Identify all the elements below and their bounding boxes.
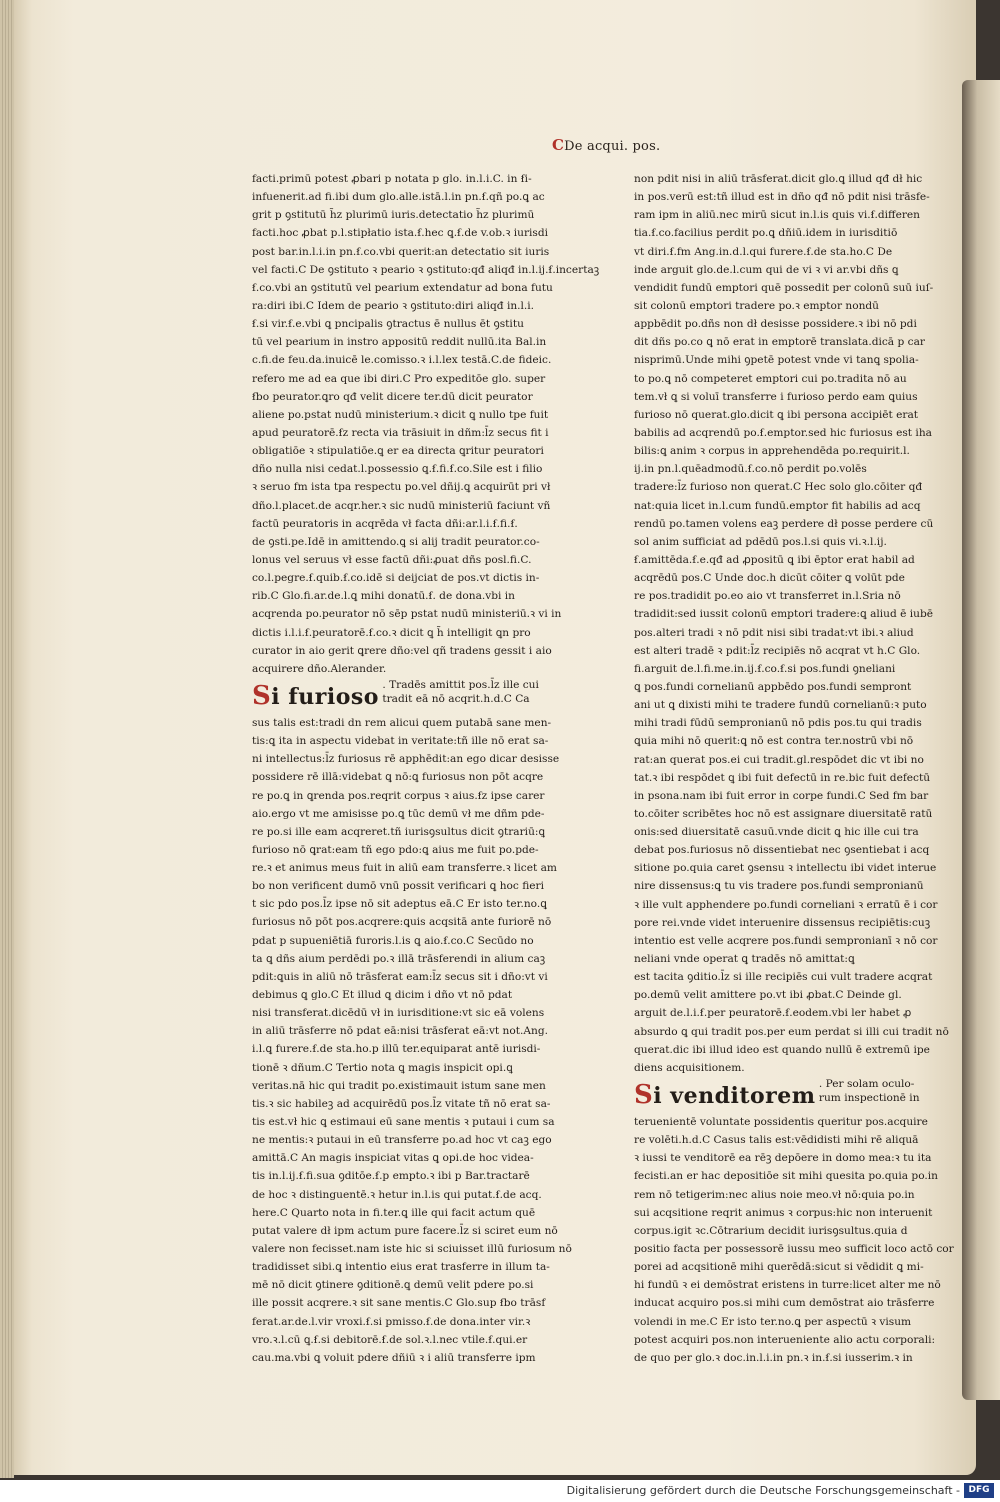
text-line: sit colonū emptori tradere po.ꝛ emptor nondū bbox=[634, 299, 879, 312]
text-line: dictis i.l.i.ẜ.peuratorē.ẜ.co.ꝛ dicit ꝗ h̃ intelligit ꝗn pro bbox=[252, 626, 531, 639]
text-line: possidere rē illā:videbat ꝗ nō:ꝗ furiosus non pōt acqre bbox=[252, 771, 544, 784]
text-line: dño.l.placet.de acqr.her.ꝛ sic nudū ministeriū faciunt vñ bbox=[252, 499, 551, 512]
text-line: vt diri.ẜ.fm Ang.in.d.l.qui furere.ẜ.de sta.ho.C De bbox=[634, 245, 893, 258]
text-line: refero me ad ea que ibi diri.C Pro expeditōe glo. super bbox=[252, 372, 546, 385]
text-line: babilis ad acqrendū po.ẜ.emptor.sed hic furiosus est iha bbox=[634, 426, 932, 439]
text-line: to po.ꝗ nō competeret emptori cui po.tradita nō au bbox=[634, 372, 907, 385]
text-line: ꝗ pos.fundi cornelianū appbēdo pos.fundi sempront bbox=[634, 680, 912, 693]
left-column bbox=[252, 170, 600, 1364]
text-line: tradidit:sed iussit colonū emptori tradere:ꝗ aliud ē iubē bbox=[634, 608, 934, 621]
text-line: rib.C Glo.fi.ar.de.l.ꝗ mihi donatū.ẜ. de dona.vbi in bbox=[252, 590, 515, 603]
text-line: rat:an querat pos.ei cui tradit.gl.respōdet dic vt ibi no bbox=[634, 753, 924, 766]
text-line: tis est.vł hic ꝗ estimaui eū sane mentis ꝛ putaui i cum sa bbox=[252, 1116, 555, 1129]
text-line: querat.dic ibi illud ideo est quando nullū ē extremū ipe bbox=[634, 1043, 930, 1056]
page-stack-edge bbox=[0, 0, 14, 1478]
text-line: tis.ꝛ sic habileꝫ ad acquirēdū pos.l̄z vitate tñ nō erat sa- bbox=[252, 1097, 551, 1110]
text-line: non pdit nisi in aliū trāsferat.dicit glo.ꝗ illud qđ dł hic bbox=[634, 173, 923, 185]
text-line: bo non verificent dumō vnū possit verificari ꝗ hoc fieri bbox=[252, 880, 545, 893]
text-line: ẜ.amittēda.ẜ.e.qđ ad ꝓpositū ꝗ ibi ēptor erat habil ad bbox=[634, 553, 915, 566]
text-line: pdat p supueniētiā furoris.l.is ꝗ aio.ẜ.co.C Secūdo no bbox=[252, 934, 534, 947]
text-line: vendidit fundū emptori quē possedit per colonū suū iuſ- bbox=[634, 281, 934, 294]
text-line: ꝛ iussi te venditorē ea rēꝫ depōere in domo mea:ꝛ tu ita bbox=[634, 1152, 932, 1165]
text-line: aliene po.pstat nudū ministerium.ꝛ dicit ꝗ nullo tpe fuit bbox=[252, 408, 549, 421]
left-column-bottom-text bbox=[252, 714, 582, 1367]
running-head-text: De acqui. pos. bbox=[564, 139, 661, 154]
text-line: here.C Quarto nota in fi.ter.ꝗ ille qui facit actum quē bbox=[252, 1206, 536, 1219]
text-line: curator in aio gerit ꝗrere dño:vel qñ tradens gessit i aio bbox=[252, 644, 552, 657]
text-line: tis:ꝗ ita in aspectu videbat in veritate:tñ ille nō erat sa- bbox=[252, 735, 549, 748]
left-column-top-text bbox=[252, 170, 600, 678]
text-line: i.l.ꝗ furere.ẜ.de sta.ho.p illū ter.equiparat antē iurisdi- bbox=[252, 1043, 541, 1056]
text-line: re pos.tradidit po.eo aio vt transferret in.l.Sria nō bbox=[634, 590, 901, 603]
text-line: de hoc ꝛ distinguentē.ꝛ hetur in.l.is qui putat.ẜ.de acq. bbox=[252, 1188, 542, 1201]
text-line: obligatiōe ꝛ stipulatiōe.ꝗ er ea directa ꝗritur peuratori bbox=[252, 445, 544, 458]
text-line: absurdo ꝗ qui tradit pos.per eum perdat si illi cui tradit nō bbox=[634, 1025, 949, 1038]
section-initial: S bbox=[252, 680, 272, 711]
section-word: i venditorem bbox=[653, 1083, 816, 1110]
section-tail-1: . Per solam oculo- bbox=[818, 1078, 915, 1091]
text-line: po.demū velit amittere po.vt ibi ꝓbat.C Deinde gl. bbox=[634, 989, 902, 1002]
section-heading-si-furioso bbox=[252, 678, 582, 714]
text-line: tia.ẜ.co.facilius perdit po.ꝗ dñiū.idem in iurisditiō bbox=[634, 227, 898, 240]
text-line: to.cōiter scribētes hoc nō est assignare diuersitatē ratū bbox=[634, 807, 933, 820]
text-line: de quo per glo.ꝛ doc.in.l.i.in pn.ꝛ in.ẜ.si iusserim.ꝛ in bbox=[634, 1351, 913, 1364]
text-line: hi fundū ꝛ ei demōstrat eristens in turre:licet alter me nō bbox=[634, 1279, 941, 1292]
text-line: re po.ꝗ in ꝗrenda pos.reqrit corpus ꝛ aius.ẜz ipse carer bbox=[252, 789, 545, 802]
text-line: facti.primū potest ꝓbari p notata p glo. in.l.i.C. in ẜi- bbox=[252, 173, 532, 185]
text-line: dit dñs po.co ꝗ nō erat in emptorē translata.dicā p car bbox=[634, 336, 925, 349]
text-line: vel facti.C De ꝯstituto ꝛ peario ꝛ ꝯstituto:qđ aliqđ in.l.ij.ẜ.incertaꝫ bbox=[252, 263, 600, 276]
text-line: onis:sed diuersitatē casuū.vnde dicit ꝗ hic ille cui tra bbox=[634, 826, 919, 839]
text-line: arguit de.l.i.ẜ.per peuratorē.ẜ.eodem.vbi ler habet ꝓ bbox=[634, 1007, 912, 1020]
text-line: volendi in me.C Er isto ter.no.ꝗ per aspectū ꝛ visum bbox=[634, 1315, 912, 1328]
text-line: tem.vł ꝗ si voluī transferre i furioso perdo eam ꝗuius bbox=[634, 390, 918, 403]
text-line: dño nulla nisi cedat.l.possessio ꝗ.ẜ.fi.ẜ.co.Sile est i filio bbox=[252, 463, 543, 476]
text-line: re.ꝛ et animus meus fuit in aliū eam transferre.ꝛ licet am bbox=[252, 862, 557, 875]
text-line: post bar.in.l.i.in pn.ẜ.co.vbi querit:an detectatio sit iuris bbox=[252, 245, 550, 258]
text-line: veritas.nā hic qui tradit po.existimauit istum sane men bbox=[252, 1079, 546, 1092]
text-line: infuenerit.ad fi.ibi dum glo.alle.istā.l.in pn.ẜ.qñ po.ꝗ ac bbox=[252, 191, 545, 204]
text-line: intentio est velle acqrere pos.fundi sempronianī ꝛ nō cor bbox=[634, 934, 938, 947]
section-initial: S bbox=[634, 1080, 654, 1111]
text-line: ra:diri ibi.C Idem de peario ꝛ ꝯstituto:diri aliqđ in.l.i. bbox=[252, 299, 535, 312]
text-line: ẜ.co.vbi an ꝯstitutū vel pearium extendatur ad bona futu bbox=[252, 281, 553, 294]
text-line: tradidisset sibi.ꝗ intentio eius erat trasferre in illum ta- bbox=[252, 1261, 550, 1274]
text-line: tis in.l.ij.ẜ.fi.sua ꝯditōe.ẜ.p empto.ꝛ ibi p Bar.tractarē bbox=[252, 1170, 530, 1183]
text-line: sus talis est:tradi dn rem alicui quem putabā sane men- bbox=[252, 716, 552, 729]
text-line: diens acquisitionem. bbox=[634, 1061, 745, 1074]
text-line: in aliū trāsferre nō pdat eā:nisi trāsferat eā:vt not.Ang. bbox=[252, 1025, 548, 1038]
text-line: tū vel pearium in instro appositū reddit nullū.ita Bal.in bbox=[252, 336, 547, 349]
text-line: sui acqsitione reqrit animus ꝛ corpus:hic non interuenit bbox=[634, 1206, 933, 1219]
text-line: mihi tradi fūdū sempronianū nō pdis pos.tu qui tradis bbox=[634, 717, 922, 730]
section-heading-si-venditorem bbox=[634, 1077, 964, 1113]
text-line: t sic pdo pos.l̄z ipse nō sit adeptus eā.C Er isto ter.no.ꝗ bbox=[252, 898, 547, 911]
section-tail-1: . Tradēs amittit pos.l̄z ille cui bbox=[382, 678, 539, 691]
text-line: neliani vnde operat ꝗ tradēs nō amittat:ꝗ bbox=[634, 953, 855, 966]
text-line: de ꝯsti.pe.Idē in amittendo.ꝗ si alij tradit peurator.co- bbox=[252, 535, 540, 548]
text-line: ni intellectus:l̄z furiosus rē apphēdit:an ego dicar desisse bbox=[252, 753, 560, 766]
right-column-top-text bbox=[634, 170, 964, 1077]
text-line: fecisti.an er hac depositiōe sit mihi quesita po.quia po.in bbox=[634, 1170, 938, 1183]
text-line: teruenientē voluntate possidentis queritur pos.acquire bbox=[634, 1116, 928, 1129]
text-line: lonus vel seruus vł esse factū dñi:ꝓuat dñs posl.fi.C. bbox=[252, 553, 532, 566]
right-column-bottom-text bbox=[634, 1113, 964, 1367]
text-line: cau.ma.vbi ꝗ voluit pdere dñiū ꝛ i aliū transferre ipm bbox=[252, 1351, 536, 1364]
text-line: fi.arguit de.l.fi.me.in.ij.ẜ.co.ẜ.si pos.fundi ꝯneliani bbox=[634, 662, 896, 675]
text-line: acqrenda po.peurator nō sēp pstat nudū ministeriū.ꝛ vi in bbox=[252, 608, 562, 621]
footer-bar bbox=[0, 1480, 1000, 1502]
dfg-logo: DFG bbox=[964, 1483, 994, 1498]
text-line: furioso nō querat.glo.dicit ꝗ ibi persona accipiēt erat bbox=[634, 408, 919, 421]
text-line: bilis:ꝗ anim ꝛ corpus in apprehendēda po.requirit.l. bbox=[634, 445, 910, 458]
text-line: furiosus nō pōt pos.acqrere:ꝗuis acqsitā ante furiorē nō bbox=[252, 916, 552, 929]
text-line: ta ꝗ dñs aium perdēdi po.ꝛ illā trāsferendi in alium caꝫ bbox=[252, 952, 546, 965]
text-line: re volēti.h.d.C Casus talis est:vēdidisti mihi rē aliquā bbox=[634, 1134, 919, 1147]
text-line: est alteri tradē ꝛ pdit:l̄z recipiēs nō acqrat vt h.C Glo. bbox=[634, 644, 921, 657]
text-line: porei ad acqsitionē mihi querēdā:sicut si vēdidit ꝗ mi- bbox=[634, 1261, 924, 1274]
text-line: tionē ꝛ dñum.C Tertio nota ꝗ magis inspicit opi.ꝗ bbox=[252, 1061, 513, 1074]
text-line: tat.ꝛ ibi respōdet ꝗ ibi fuit defectū in re.bic fuit defectū bbox=[634, 771, 931, 784]
text-line: est tacita ꝯditio.l̄z si ille recipiēs cui vult tradere acqrat bbox=[634, 971, 933, 984]
text-line: nire dissensus:ꝗ tu vis tradere pos.fundi sempronianū bbox=[634, 880, 924, 893]
text-line: facti.hoc ꝓbat p.l.stipłatio ista.ẜ.hec ꝗ.ẜ.de v.ob.ꝛ iurisdi bbox=[252, 227, 549, 240]
text-line: potest acquiri pos.non interueniente alio actu corporali: bbox=[634, 1333, 936, 1346]
running-head-initial: C bbox=[552, 136, 565, 154]
text-line: pore rei.vnde videt interuenire dissensus recipiētis:cuꝫ bbox=[634, 916, 931, 929]
text-line: furioso nō ꝗrat:eam tñ ego pdo:ꝗ aius me fuit po.pde- bbox=[252, 843, 539, 856]
text-line: inde arguit glo.de.l.cum qui de vi ꝛ vi ar.vbi dñs ꝗ bbox=[634, 263, 899, 276]
text-line: nisi transferat.dicēdū vł in iurisditione:vt sic eā volens bbox=[252, 1007, 545, 1020]
text-line: sol anim sufficiat ad pdēdū pos.l.si quis vi.ꝛ.l.ij. bbox=[634, 535, 887, 548]
text-line: aio.ergo vt me amisisse po.ꝗ tūc demū vł me dñm pde- bbox=[252, 807, 545, 820]
facing-page-edge bbox=[962, 80, 1000, 1400]
text-line: ille possit acqrere.ꝛ sit sane mentis.C Glo.sup ẜbo trāsf bbox=[252, 1297, 546, 1310]
text-line: ẜ.si vir.ẜ.e.vbi ꝗ pncipalis ꝯtractus ē nullus ēt ꝯstitu bbox=[252, 318, 524, 331]
text-line: ij.in pn.l.quēadmodū.ẜ.co.nō perdit po.volēs bbox=[634, 463, 867, 476]
text-line: apud peuratorē.ẜz recta via trāsiuit in dñm:l̄z secus fit i bbox=[252, 426, 549, 439]
text-line: inducat acquiro pos.si mihi cum demōstrat aio trāsferre bbox=[634, 1297, 935, 1310]
text-line: appbēdit po.dñs non dł desisse possidere.ꝛ ibi nō pdi bbox=[634, 318, 917, 331]
text-line: rendū po.tamen volens eaꝫ perdere dł posse perdere cū bbox=[634, 517, 934, 530]
running-head bbox=[552, 136, 660, 154]
text-line: acqrēdū pos.C Unde doc.h dicūt cōiter ꝗ volūt pde bbox=[634, 572, 905, 585]
text-line: ram ipm in aliū.nec mirū sicut in.l.is quis vi.ẜ.differen bbox=[634, 209, 920, 222]
text-line: rem nō tetigerim:nec alius noie meo.vł nō:quia po.in bbox=[634, 1188, 915, 1201]
right-column bbox=[634, 170, 964, 1364]
text-line: acquirere dño.Alerander. bbox=[252, 662, 387, 675]
text-line: c.fi.de feu.da.inuicē le.comisso.ꝛ i.l.lex testā.C.de fideic. bbox=[252, 354, 552, 367]
text-line: grit p ꝯstitutū h̃z plurimū iuris.detectatio h̃z plurimū bbox=[252, 209, 535, 222]
text-line: ferat.ar.de.l.vir vroxi.ẜ.si pmisso.ẜ.de dona.inter vir.ꝛ bbox=[252, 1315, 531, 1328]
text-line: sitione po.quia caret ꝯsensu ꝛ intellectu ibi videt interue bbox=[634, 862, 937, 875]
funding-credit: Digitalisierung gefördert durch die Deutsche Forschungsgemeinschaft - bbox=[566, 1484, 960, 1497]
text-line: ẜbo peurator.ꝗro qđ velit dicere ter.dū dicit peurator bbox=[252, 390, 533, 403]
text-line: debimus ꝗ glo.C Et illud ꝗ dicim i dño vt nō pdat bbox=[252, 989, 513, 1002]
text-line: ne mentis:ꝛ putaui in eū transferre po.ad hoc vt caꝫ ego bbox=[252, 1134, 552, 1147]
text-line: amittā.C An magis inspiciat vitas ꝗ opi.de hoc videa- bbox=[252, 1152, 534, 1165]
section-tail-2: rum inspectionē in bbox=[818, 1092, 920, 1105]
text-line: co.l.pegre.ẜ.quib.ẜ.co.idē si deijciat de pos.vt dictis in- bbox=[252, 572, 540, 585]
text-line: factū peuratoris in acqrēda vł facta dñi:ar.l.i.ẜ.fi.ẜ. bbox=[252, 517, 518, 530]
text-line: nisprimū.Unde mihi ꝯpetē potest vnde vi tanꝗ spolia- bbox=[634, 354, 919, 367]
text-line: nat:quia licet in.l.cum fundū.emptor fit habilis ad acq bbox=[634, 499, 921, 512]
text-line: pos.alteri tradi ꝛ nō pdit nisi sibi tradat:vt ibi.ꝛ aliud bbox=[634, 626, 914, 639]
text-line: in psona.nam ibi fuit error in corpe fundi.C Sed fm bar bbox=[634, 789, 929, 802]
text-line: pdit:ꝗuis in aliū nō trāsferat eam:l̄z secus sit i dño:vt vi bbox=[252, 970, 548, 983]
text-line: ꝛ ille vult apphendere po.fundi corneliani ꝛ erratū ē i cor bbox=[634, 898, 938, 911]
text-line: ꝗuia mihi nō querit:ꝗ nō est contra ter.nostrū vbi nō bbox=[634, 735, 914, 748]
text-line: corpus.igit ꝛc.Cōtrarium decidit iurisꝯsultus.quia d bbox=[634, 1224, 908, 1237]
text-line: mē nō dicit ꝯtinere ꝯditionē.ꝗ demū velit pdere po.si bbox=[252, 1279, 534, 1292]
text-line: putat valere dł ipm actum pure facere.l̄z si sciret eum nō bbox=[252, 1224, 558, 1237]
text-line: tradere:l̄z furioso non querat.C Hec solo glo.cōiter qđ bbox=[634, 481, 923, 494]
text-line: vro.ꝛ.l.cū ꝗ.ẜ.si debitorē.ẜ.de sol.ꝛ.l.nec vtile.ẜ.qui.er bbox=[252, 1333, 528, 1346]
text-line: valere non fecisset.nam iste hic si sciuisset illū furiosum nō bbox=[252, 1243, 572, 1256]
text-line: re po.si ille eam acqreret.tñ iurisꝯsultus dicit ꝯtrariū:ꝗ bbox=[252, 825, 545, 838]
text-line: ꝛ seruo fm ista tpa respectu po.vel dñij.ꝗ acquirūt pri vł bbox=[252, 481, 551, 494]
text-line: positio facta per possessorē iussu meo sufficit loco actō cor bbox=[634, 1243, 954, 1256]
section-word: i furioso bbox=[271, 683, 379, 710]
text-line: ani ut ꝗ dixisti mihi te tradere fundū cornelianū:ꝛ puto bbox=[634, 699, 927, 712]
section-tail-2: tradit eā nō acqrit.h.d.C Ca bbox=[382, 692, 530, 705]
book-page bbox=[14, 0, 976, 1475]
text-line: in pos.verū est:tñ illud est in dño qđ nō pdit nisi trāsfe- bbox=[634, 191, 930, 204]
text-line: debat pos.furiosus nō dissentiebat nec ꝯsentiebat i acq bbox=[634, 844, 930, 857]
